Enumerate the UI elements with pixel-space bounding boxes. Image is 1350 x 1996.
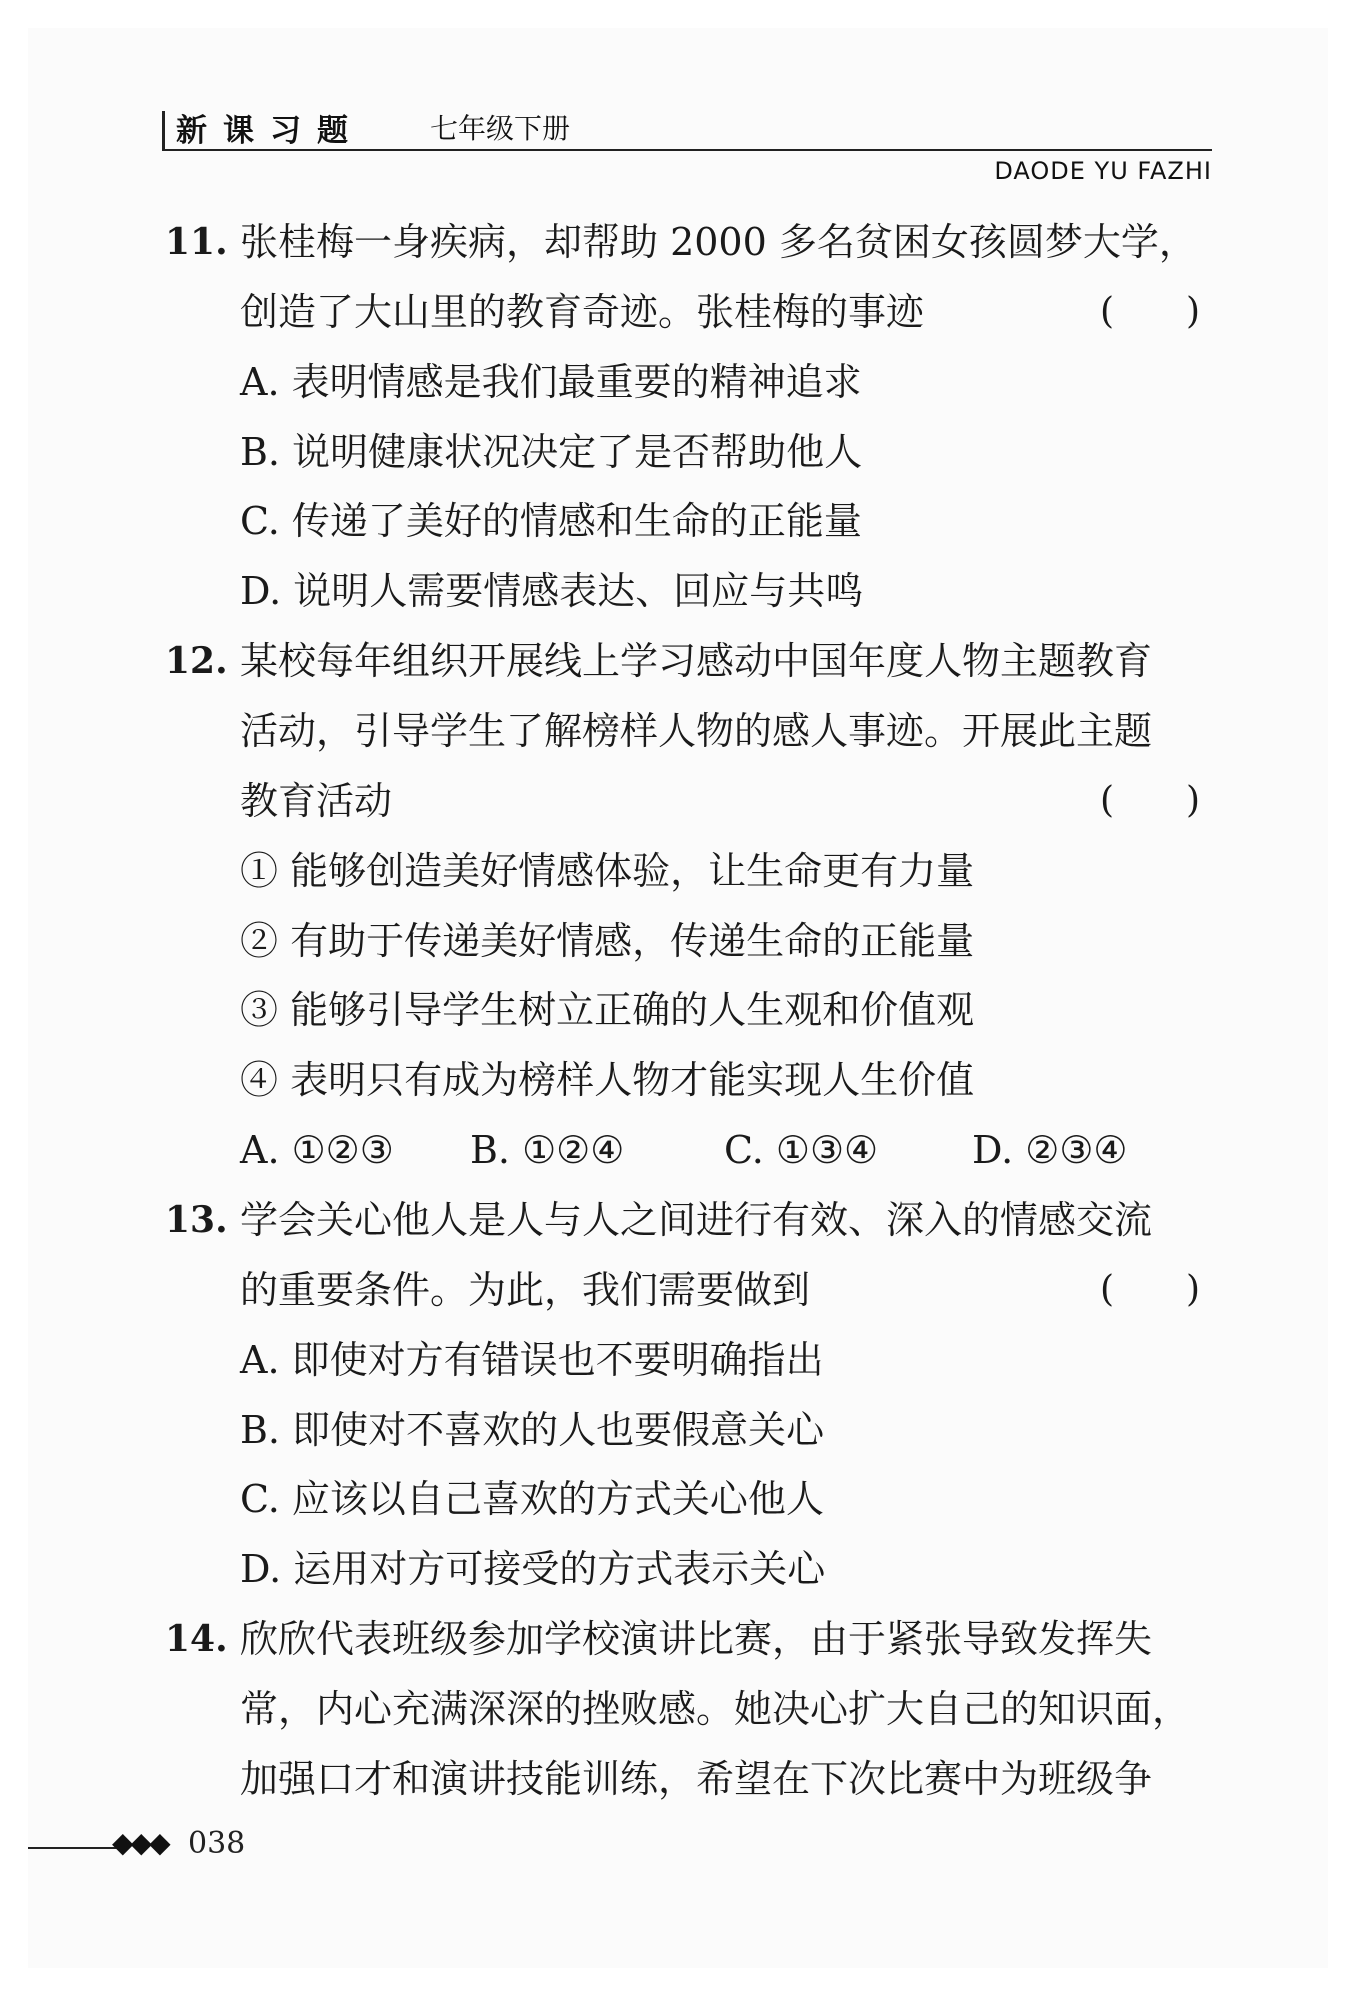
question-stem-line: 某校每年组织开展线上学习感动中国年度人物主题教育 (240, 639, 1153, 683)
series-title: 新课习题 (176, 113, 364, 149)
option-b: B. 即使对不喜欢的人也要假意关心 (240, 1408, 825, 1452)
diamond-ornament-icon: ◆◆◆ (112, 1826, 168, 1859)
choice-d: D. ②③④ (972, 1128, 1128, 1172)
choice-b: B. ①②④ (470, 1128, 625, 1172)
option-b: B. 说明健康状况决定了是否帮助他人 (240, 430, 863, 474)
statement-1: ① 能够创造美好情感体验，让生命更有力量 (240, 849, 975, 893)
option-a: A. 表明情感是我们最重要的精神追求 (240, 360, 862, 404)
question-stem-line: 欣欣代表班级参加学校演讲比赛，由于紧张导致发挥失 (240, 1617, 1153, 1661)
page-header (162, 105, 1212, 185)
statement-4: ④ 表明只有成为榜样人物才能实现人生价值 (240, 1058, 975, 1102)
statement-3: ③ 能够引导学生树立正确的人生观和价值观 (240, 988, 975, 1032)
question-stem-line: 的重要条件。为此，我们需要做到 (240, 1268, 811, 1312)
question-number: 11. (165, 221, 228, 263)
option-c: C. 应该以自己喜欢的方式关心他人 (240, 1477, 824, 1521)
choice-c: C. ①③④ (724, 1128, 879, 1172)
question-stem-line: 教育活动 (240, 779, 393, 823)
question-stem-line: 学会关心他人是人与人之间进行有效、深入的情感交流 (240, 1198, 1153, 1242)
question-stem-line: 创造了大山里的教育奇迹。张桂梅的事迹 (240, 290, 925, 334)
page-number: 038 (188, 1826, 246, 1861)
header-left-bar (162, 111, 165, 151)
option-d: D. 运用对方可接受的方式表示关心 (240, 1547, 826, 1591)
statement-2: ② 有助于传递美好情感，传递生命的正能量 (240, 919, 975, 963)
question-number: 14. (165, 1618, 228, 1660)
choice-a: A. ①②③ (240, 1128, 394, 1172)
question-stem-line: 张桂梅一身疾病，却帮助 2000 多名贫困女孩圆梦大学， (240, 220, 1197, 264)
answer-bracket: ( ) (1100, 291, 1201, 332)
question-number: 12. (165, 640, 228, 682)
answer-bracket: ( ) (1100, 780, 1201, 821)
question-stem-line: 常，内心充满深深的挫败感。她决心扩大自己的知识面， (240, 1687, 1191, 1731)
grade-label: 七年级下册 (430, 112, 571, 145)
option-a: A. 即使对方有错误也不要明确指出 (240, 1338, 824, 1382)
option-d: D. 说明人需要情感表达、回应与共鸣 (240, 569, 864, 613)
subject-pinyin: DAODE YU FAZHI (994, 157, 1212, 185)
question-number: 13. (165, 1199, 228, 1241)
option-c: C. 传递了美好的情感和生命的正能量 (240, 499, 862, 543)
answer-bracket: ( ) (1100, 1269, 1201, 1310)
header-rule (162, 149, 1212, 151)
footer-rule (28, 1847, 118, 1849)
question-stem-line: 活动，引导学生了解榜样人物的感人事迹。开展此主题 (240, 709, 1153, 753)
question-stem-line: 加强口才和演讲技能训练，希望在下次比赛中为班级争 (240, 1757, 1153, 1801)
